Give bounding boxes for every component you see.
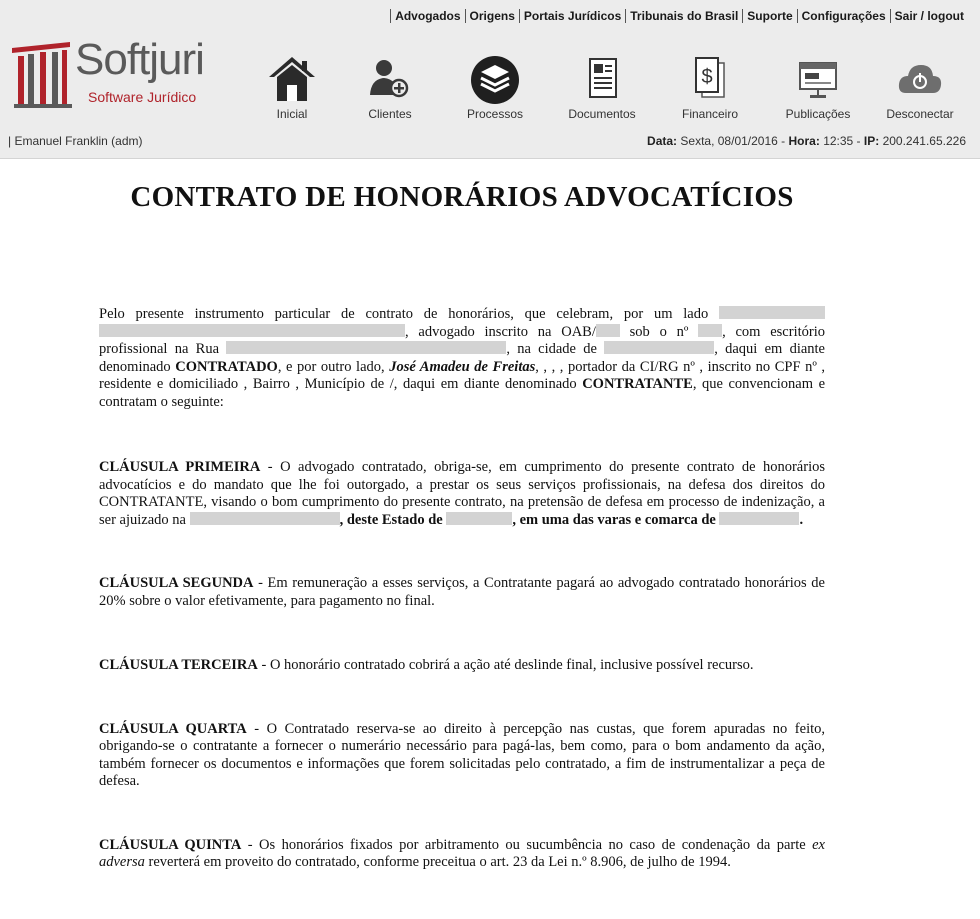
nav-financeiro[interactable] — [660, 50, 760, 125]
redacted-field — [719, 512, 799, 525]
nav-inicial[interactable] — [242, 50, 342, 125]
clause-3 — [99, 657, 825, 675]
clause-4-text: - O Contratado reserva-se ao direito à percepção nas custas, que forem apuradas no feito, obrigando-se o contratante a fornecer o numerário necessário para pagá-las, bem como, para o bom andamento da ação, também fornecer os documentos e informações que forem solicitadas pelo contratado, a fim de instrumentalizar a peça de defesa. — [99, 720, 825, 789]
session-info: Data: Sexta, 08/01/2016 - Hora: 12:35 - IP: 200.241.65.226 — [647, 134, 966, 148]
clause-1-text: , deste Estado de — [339, 511, 447, 528]
intro-text: , , , , portador da CI/RG nº , inscrito no CPF nº , residente e domiciliado , Bairro , Município de /, daqui em diante denominado — [99, 358, 825, 392]
redacted-field — [719, 306, 825, 319]
nav-label-financeiro: Financeiro — [681, 107, 739, 121]
latin-term: ex adversa — [99, 836, 825, 870]
nav-label-processos: Processos — [466, 107, 524, 121]
svg-text:$: $ — [701, 66, 713, 88]
date-value: Sexta, 08/01/2016 — [680, 134, 778, 148]
contratante-term: CONTRATANTE — [582, 376, 693, 392]
clause-2 — [99, 575, 825, 610]
clause-2-heading: CLÁUSULA SEGUNDA — [99, 575, 254, 591]
cloud-power-icon — [896, 55, 944, 103]
topnav-advogados[interactable]: Advogados — [390, 9, 464, 23]
status-bar — [0, 128, 980, 152]
clause-1-text: , em uma das varas e comarca de — [512, 511, 720, 528]
intro-text: sob o nº — [619, 323, 699, 340]
topnav-origens[interactable]: Origens — [465, 9, 519, 23]
clause-5 — [99, 837, 825, 872]
intro-text: , advogado inscrito na OAB/ — [405, 323, 596, 340]
nav-publicacoes[interactable] — [768, 50, 868, 125]
home-icon — [267, 55, 317, 103]
intro-text: , na cidade de — [506, 341, 605, 357]
clause-1 — [99, 459, 825, 529]
client-name: José Amadeu de Freitas — [389, 358, 536, 375]
nav-label-clientes: Clientes — [368, 107, 412, 121]
intro-text: , que convencionam e contratam o seguinte: — [99, 376, 826, 410]
time-label: Hora: — [788, 134, 820, 148]
intro-text: , daqui em diante denominado — [99, 341, 825, 375]
nav-desconectar[interactable] — [870, 50, 970, 125]
intro-text: , e por outro lado, — [277, 358, 390, 375]
clause-5-text: - Os honorários fixados por arbitramento ou sucumbência no caso de condenação da parte — [241, 836, 813, 853]
redacted-field — [698, 324, 722, 337]
clause-5-heading: CLÁUSULA QUINTA — [99, 836, 242, 853]
date-label: Data: — [647, 134, 678, 148]
clause-1-heading: CLÁUSULA PRIMEIRA — [99, 459, 261, 475]
redacted-field — [604, 341, 714, 354]
nav-label-publicacoes: Publicações — [785, 107, 851, 121]
clause-5-text: reverterá em proveito do contratado, conforme preceitua o art. 23 da Lei n.º 8.906, de julho de 1994. — [144, 854, 731, 870]
ip-value: 200.241.65.226 — [882, 134, 966, 148]
contract-document — [99, 160, 825, 872]
layers-icon — [470, 55, 520, 105]
nav-label-inicial: Inicial — [276, 107, 308, 121]
topnav-suporte[interactable]: Suporte — [742, 9, 796, 23]
nav-label-documentos: Documentos — [568, 107, 636, 121]
document-icon — [582, 55, 622, 103]
app-header — [0, 0, 980, 159]
time-value: 12:35 — [823, 134, 854, 148]
topnav-logout[interactable]: Sair / logout — [890, 9, 968, 23]
clause-4 — [99, 721, 825, 791]
logo-mark-icon — [12, 40, 76, 110]
document-title: CONTRATO DE HONORÁRIOS ADVOCATÍCIOS — [130, 181, 794, 213]
redacted-field — [596, 324, 620, 337]
logo-subtitle: Software Jurídico — [88, 89, 197, 105]
main-navigation — [248, 50, 980, 125]
finance-icon — [690, 55, 730, 103]
nav-label-desconectar: Desconectar — [886, 107, 954, 121]
clause-3-heading: CLÁUSULA TERCEIRA — [99, 657, 258, 673]
redacted-field — [446, 512, 512, 525]
clause-4-heading: CLÁUSULA QUARTA — [99, 720, 247, 737]
nav-processos[interactable] — [445, 50, 545, 125]
contratado-term: CONTRATADO — [175, 358, 278, 375]
clause-1-text: - O advogado contratado, obriga-se, em cumprimento do presente contrato de honorários advocatícios e do mandato que lhe foi outorgado, a prestar os seus serviços profissionais, na defesa dos direitos do CONTRATANTE, visando o bom cumprimento do presente contrato, na pretensão de defesa em processo de indenização, a ser ajuizado na — [99, 459, 825, 528]
intro-text: Pelo presente instrumento particular de contrato de honorários, que celebram, por um lado — [99, 306, 709, 322]
publications-icon — [794, 55, 842, 103]
topnav-configuracoes[interactable]: Configurações — [797, 9, 890, 23]
redacted-field — [99, 324, 405, 337]
redacted-field — [226, 341, 506, 354]
top-navigation — [390, 6, 968, 26]
clause-1-text: . — [799, 511, 804, 528]
redacted-field — [190, 512, 340, 525]
nav-documentos[interactable] — [552, 50, 652, 125]
logged-user: | Emanuel Franklin (adm) — [8, 134, 143, 148]
softjuri-logo[interactable] — [12, 35, 222, 110]
ip-label: IP: — [863, 134, 880, 148]
topnav-tribunais[interactable]: Tribunais do Brasil — [625, 9, 742, 23]
clause-2-text: - Em remuneração a esses serviços, a Contratante pagará ao advogado contratado honorários de 20% sobre o valor efetivamente, para pagamento no final. — [99, 575, 825, 609]
topnav-portais-juridicos[interactable]: Portais Jurídicos — [519, 9, 625, 23]
nav-clientes[interactable] — [340, 50, 440, 125]
intro-paragraph — [99, 306, 825, 411]
clause-3-text: - O honorário contratado cobrirá a ação até deslinde final, inclusive possível recurso. — [257, 657, 754, 673]
logo-wordmark: Softjuri — [75, 35, 204, 84]
intro-text: , com escritório profissional na Rua — [99, 323, 825, 357]
add-client-icon — [366, 55, 414, 103]
